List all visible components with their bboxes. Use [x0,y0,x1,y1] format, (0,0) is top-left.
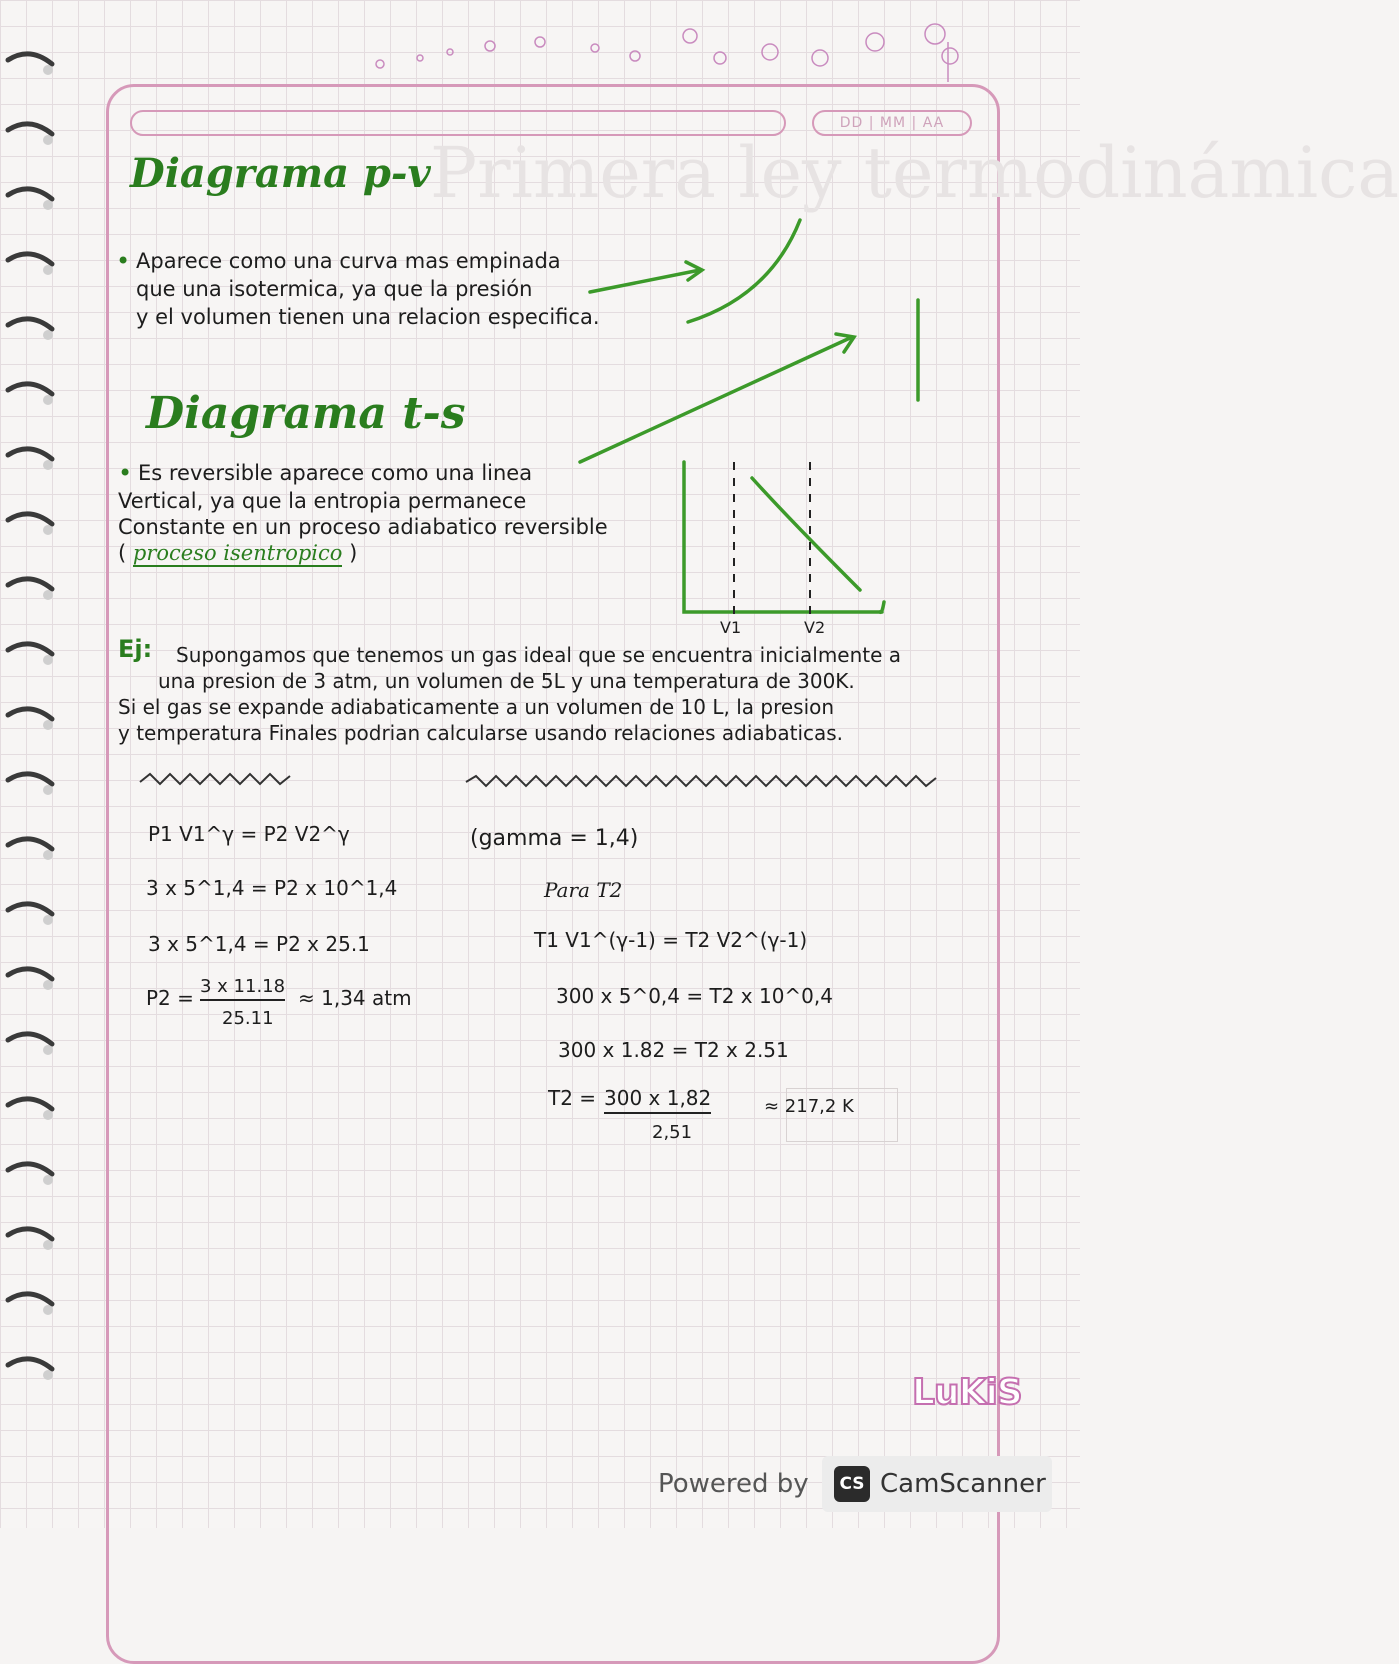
example-line-3: Si el gas se expande adiabaticamente a un volumen de 10 L, la presion [118,695,835,719]
pressure-result-label: P2 = [146,986,194,1010]
gamma-value: (gamma = 1,4) [470,826,639,851]
process-close-paren: ) [349,541,358,565]
date-field: DD | MM | AA [812,110,972,136]
camscanner-name: CamScanner [880,1469,1046,1499]
pressure-numerator: 3 x 11.18 [200,976,285,1001]
ts-text-line-1: • Es reversible aparece como una linea [138,460,532,487]
pressure-step-3: 3 x 5^1,4 = P2 x 25.1 [148,932,370,956]
small-pv-curve [752,478,860,590]
example-line-2: una presion de 3 atm, un volumen de 5L y una temperatura de 300K. [158,669,855,693]
temp-step-1: T1 V1^(γ-1) = T2 V2^(γ-1) [534,928,808,952]
crossed-out-text-right [466,774,936,788]
pressure-step-2: 3 x 5^1,4 = P2 x 10^1,4 [146,876,398,900]
ts-arrow-line [580,338,850,462]
camscanner-logo-icon: CS [834,1466,870,1502]
pv-diagram-heading: Diagrama p-v [130,150,431,197]
v1-label: V1 [720,618,742,637]
pv-steep-curve [688,220,800,322]
process-name: proceso isentropico [132,541,343,565]
ts-process-note [118,540,357,567]
temp-step-2: 300 x 5^0,4 = T2 x 10^0,4 [556,984,833,1008]
ts-text-line-2: Vertical, ya que la entropia permanece [118,489,527,513]
temp-result: ≈ 217,2 K [764,1096,854,1117]
pv-arrow-line [590,270,700,292]
example-label: Ej: [118,635,153,663]
spiral-binding [0,30,60,1430]
temp-denominator: 2,51 [652,1122,693,1143]
faded-background-title: Primera ley termodinámica [430,132,1399,214]
example-line-4: y temperatura Finales podrian calcularse usando relaciones adiabaticas. [118,721,844,745]
temp-result-label: T2 = [548,1086,597,1110]
flower-doodles [360,12,980,82]
pv-text-line-3: y el volumen tienen una relacion especifica. [136,305,600,329]
temp-step-3: 300 x 1.82 = T2 x 2.51 [558,1038,789,1062]
ts-text-line-3: Constante en un proceso adiabatico reversible [118,515,608,539]
process-open-paren: ( [118,541,127,565]
green-arrows-and-diagrams [560,200,960,640]
powered-by-text: Powered by [658,1469,809,1499]
temp-numerator: 300 x 1,82 [604,1086,711,1114]
v2-label: V2 [804,618,826,637]
crossed-out-text-left [140,772,290,786]
example-line-1: Supongamos que tenemos un gas ideal que se encuentra inicialmente a [176,643,902,667]
pv-text-line-1: • Aparece como una curva mas empinada [136,248,561,275]
pressure-result: ≈ 1,34 atm [298,986,412,1010]
author-signature: LuKiS [912,1372,1022,1413]
pressure-step-1: P1 V1^γ = P2 V2^γ [148,822,350,846]
small-pv-axes [684,462,882,612]
pv-text-line-2: que una isotermica, ya que la presión [136,277,533,301]
ts-diagram-heading: Diagrama t-s [146,388,466,439]
pressure-denominator: 25.11 [222,1008,274,1029]
temp-heading: Para T2 [544,878,623,902]
